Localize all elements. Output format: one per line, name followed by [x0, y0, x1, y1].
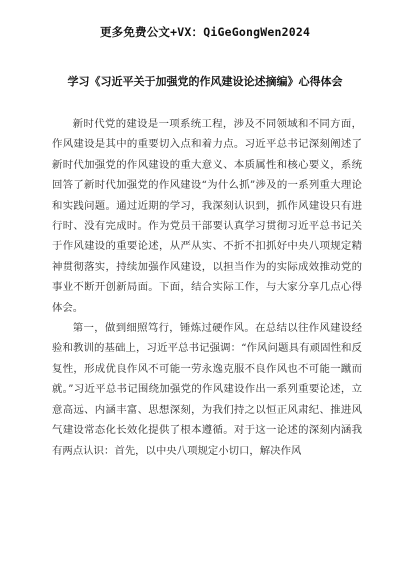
body-paragraph: 第一，做到细照笃行，锤炼过硬作风。在总结以往作风建设经验和教训的基础上，习近平总书记强调：“作风问题具有顽固性和反复性，形成优良作风不可能一劳永逸克服不良作风也不可能一蹴而就。”习近平总书记围绕加强党的作风建设作出一系列重要论述，立意高远、内涵丰富、思想深刻，为我们持之以恒正风肃纪、推进风气建设常态化长效化提供了根本遵循。对于这一论述的深刻内涵我有两点认识：首先，以中央八项规定小切口，解决作风 — [52, 322, 362, 457]
promo-header: 更多免费公文+VX：QiGeGongWen2024 — [99, 25, 311, 39]
document-body — [52, 114, 362, 461]
body-paragraph: 新时代党的建设是一项系统工程，涉及不同领域和不同方面，作风建设是其中的重要切入点和着力点。习近平总书记深刻阐述了新时代加强党的作风建设的重大意义、本质属性和核心要义，系统回答了新时代加强党的作风建设“为什么抓”涉及的一系列重大理论和实践问题。通过近期的学习，我深刻认识到，抓作风建设只有进行时、没有完成时。作为党员干部要认真学习贯彻习近平总书记关于作风建设的重要论述，从严从实、不折不扣抓好中央八项规定精神贯彻落实，持续加强作风建设，以担当作为的实际成效推动党的事业不断开创新局面。下面，结合实际工作，与大家分享几点心得体会。 — [52, 118, 362, 314]
document-title: 学习《习近平关于加强党的作风建设论述摘编》心得体会 — [67, 75, 343, 88]
